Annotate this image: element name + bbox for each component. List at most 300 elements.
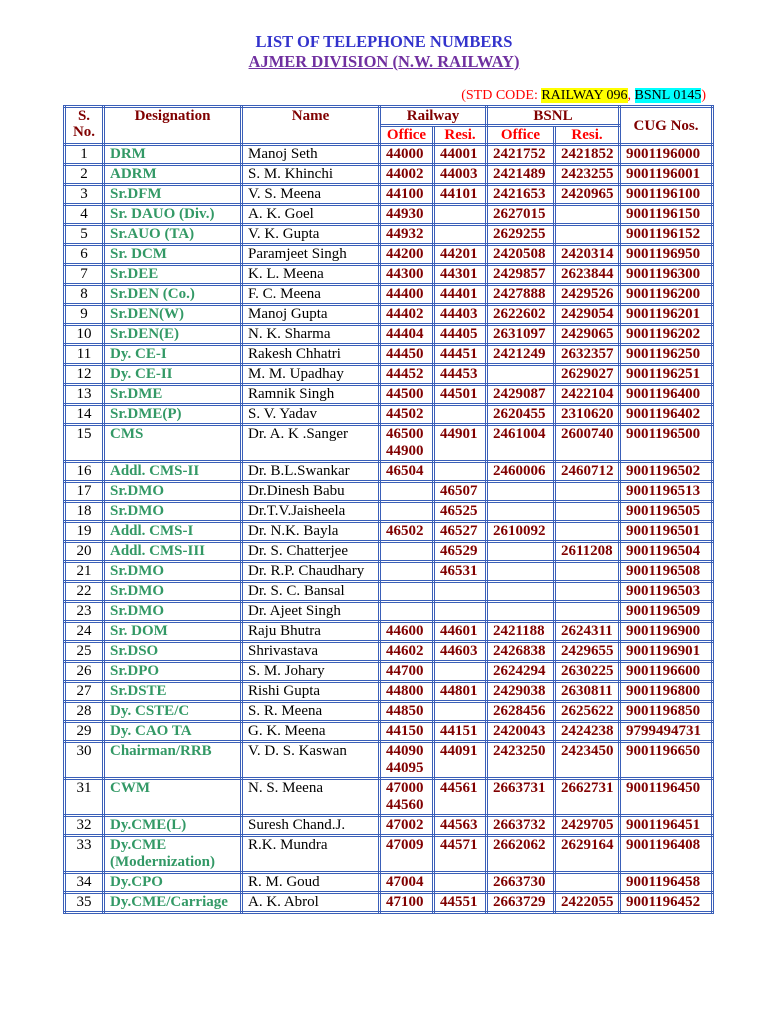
- cell-bsnl-resi: 2422104: [555, 385, 620, 405]
- cell-bsnl-office: 2420508: [487, 245, 555, 265]
- cell-railway-office: [380, 225, 434, 245]
- cell-sno: 20: [65, 542, 104, 562]
- cell-railway-resi: [434, 205, 487, 225]
- cell-name: Paramjeet Singh: [242, 245, 380, 265]
- cell-railway-office: [380, 165, 434, 185]
- cell-sno: 26: [65, 662, 104, 682]
- cell-bsnl-resi: [555, 562, 620, 582]
- cell-railway-office: [380, 602, 434, 622]
- cell-railway-resi: 44101: [434, 185, 487, 205]
- header-railway-office: Office: [380, 126, 434, 145]
- cell-cug: 9001196502: [620, 462, 713, 482]
- cell-bsnl-office: 2663731: [487, 779, 555, 816]
- phone-number: 44602: [386, 643, 424, 659]
- cell-bsnl-office: 2461004: [487, 425, 555, 462]
- cell-railway-office: [380, 205, 434, 225]
- cell-name: R.K. Mundra: [242, 836, 380, 873]
- cell-name: V. D. S. Kaswan: [242, 742, 380, 779]
- cell-name: Dr. A. K .Sanger: [242, 425, 380, 462]
- header-sno: S. No.: [65, 107, 104, 145]
- table-row: [65, 779, 713, 816]
- table-row: [65, 305, 713, 325]
- cell-cug: 9001196200: [620, 285, 713, 305]
- cell-railway-resi: [434, 702, 487, 722]
- std-code-railway: RAILWAY 096: [541, 88, 628, 103]
- cell-railway-office: [380, 425, 434, 462]
- cell-railway-office: [380, 265, 434, 285]
- cell-railway-office: [380, 482, 434, 502]
- cell-cug: 9001196450: [620, 779, 713, 816]
- cell-railway-resi: [434, 225, 487, 245]
- cell-sno: 30: [65, 742, 104, 779]
- cell-bsnl-resi: [555, 205, 620, 225]
- table-row: [65, 562, 713, 582]
- cell-name: S. M. Johary: [242, 662, 380, 682]
- cell-railway-resi: 46525: [434, 502, 487, 522]
- cell-bsnl-resi: 2630811: [555, 682, 620, 702]
- cell-designation: CWM: [104, 779, 242, 816]
- cell-cug: 9001196152: [620, 225, 713, 245]
- cell-railway-office: [380, 893, 434, 913]
- cell-sno: 23: [65, 602, 104, 622]
- cell-designation: ADRM: [104, 165, 242, 185]
- cell-name: A. K. Abrol: [242, 893, 380, 913]
- cell-sno: 13: [65, 385, 104, 405]
- cell-bsnl-office: 2663729: [487, 893, 555, 913]
- cell-bsnl-office: [487, 482, 555, 502]
- cell-bsnl-office: [487, 542, 555, 562]
- cell-designation: Addl. CMS-III: [104, 542, 242, 562]
- cell-railway-resi: [434, 602, 487, 622]
- cell-bsnl-resi: 2632357: [555, 345, 620, 365]
- cell-railway-resi: 44561: [434, 779, 487, 816]
- table-row: [65, 582, 713, 602]
- cell-railway-office: [380, 345, 434, 365]
- cell-cug: 9001196508: [620, 562, 713, 582]
- cell-cug: 9001196458: [620, 873, 713, 893]
- cell-bsnl-office: 2429087: [487, 385, 555, 405]
- cell-name: Dr. R.P. Chaudhary: [242, 562, 380, 582]
- cell-railway-office: [380, 305, 434, 325]
- phone-number: 44095: [386, 760, 424, 776]
- cell-railway-office: [380, 779, 434, 816]
- phone-number: 44300: [386, 266, 424, 282]
- table-row: [65, 502, 713, 522]
- cell-cug: 9001196400: [620, 385, 713, 405]
- cell-sno: 2: [65, 165, 104, 185]
- cell-designation: Sr.DME: [104, 385, 242, 405]
- phone-number: 47009: [386, 837, 424, 853]
- cell-sno: 28: [65, 702, 104, 722]
- table-row: [65, 245, 713, 265]
- cell-railway-office: [380, 325, 434, 345]
- cell-railway-office: [380, 285, 434, 305]
- cell-designation: Sr. DCM: [104, 245, 242, 265]
- cell-name: Dr. Ajeet Singh: [242, 602, 380, 622]
- cell-name: Dr. S. C. Bansal: [242, 582, 380, 602]
- cell-sno: 19: [65, 522, 104, 542]
- cell-railway-resi: 46527: [434, 522, 487, 542]
- table-row: [65, 425, 713, 462]
- table-row: [65, 385, 713, 405]
- header-name: Name: [242, 107, 380, 145]
- cell-cug: 9001196504: [620, 542, 713, 562]
- cell-railway-resi: [434, 405, 487, 425]
- cell-bsnl-office: 2429857: [487, 265, 555, 285]
- cell-bsnl-resi: 2624311: [555, 622, 620, 642]
- cell-bsnl-resi: 2429705: [555, 816, 620, 836]
- cell-sno: 11: [65, 345, 104, 365]
- cell-bsnl-resi: [555, 873, 620, 893]
- cell-name: G. K. Meena: [242, 722, 380, 742]
- table-row: [65, 742, 713, 779]
- cell-railway-office: [380, 682, 434, 702]
- cell-name: S. M. Khinchi: [242, 165, 380, 185]
- phone-number: 44452: [386, 366, 424, 382]
- cell-bsnl-office: 2620455: [487, 405, 555, 425]
- phone-number: 44800: [386, 683, 424, 699]
- cell-name: Rakesh Chhatri: [242, 345, 380, 365]
- phone-number: 44002: [386, 166, 424, 182]
- cell-railway-office: [380, 542, 434, 562]
- phone-number: 44000: [386, 146, 424, 162]
- cell-railway-office: [380, 836, 434, 873]
- cell-bsnl-office: 2426838: [487, 642, 555, 662]
- cell-railway-resi: 44603: [434, 642, 487, 662]
- cell-railway-office: [380, 462, 434, 482]
- cell-designation: Sr. DAUO (Div.): [104, 205, 242, 225]
- cell-name: Dr.Dinesh Babu: [242, 482, 380, 502]
- phone-number: 44404: [386, 326, 424, 342]
- cell-cug: 9001196452: [620, 893, 713, 913]
- cell-cug: 9001196505: [620, 502, 713, 522]
- cell-bsnl-resi: 2423255: [555, 165, 620, 185]
- cell-railway-resi: 44571: [434, 836, 487, 873]
- header-bsnl-resi: Resi.: [555, 126, 620, 145]
- cell-bsnl-resi: 2625622: [555, 702, 620, 722]
- table-row: [65, 642, 713, 662]
- cell-bsnl-resi: 2600740: [555, 425, 620, 462]
- header-bsnl-office: Office: [487, 126, 555, 145]
- cell-name: Shrivastava: [242, 642, 380, 662]
- cell-railway-office: [380, 502, 434, 522]
- cell-railway-resi: 44563: [434, 816, 487, 836]
- cell-designation: Chairman/RRB: [104, 742, 242, 779]
- cell-designation: Dy.CME (Modernization): [104, 836, 242, 873]
- cell-cug: 9001196251: [620, 365, 713, 385]
- cell-railway-resi: [434, 662, 487, 682]
- cell-bsnl-office: [487, 602, 555, 622]
- cell-designation: Sr.DMO: [104, 602, 242, 622]
- cell-designation: Sr.DME(P): [104, 405, 242, 425]
- cell-designation: Dy. CAO TA: [104, 722, 242, 742]
- cell-cug: 9001196300: [620, 265, 713, 285]
- table-row: [65, 722, 713, 742]
- cell-sno: 7: [65, 265, 104, 285]
- cell-railway-resi: 44551: [434, 893, 487, 913]
- phone-number: 44450: [386, 346, 424, 362]
- cell-name: F. C. Meena: [242, 285, 380, 305]
- phone-number: 44930: [386, 206, 424, 222]
- cell-railway-resi: 44201: [434, 245, 487, 265]
- cell-cug: 9001196513: [620, 482, 713, 502]
- cell-bsnl-resi: 2662731: [555, 779, 620, 816]
- table-row: [65, 542, 713, 562]
- cell-cug: 9001196600: [620, 662, 713, 682]
- table-row: [65, 816, 713, 836]
- cell-cug: 9001196950: [620, 245, 713, 265]
- table-header-row: [65, 107, 713, 126]
- cell-railway-resi: 44601: [434, 622, 487, 642]
- std-code-bsnl: BSNL 0145: [634, 88, 702, 103]
- cell-bsnl-resi: [555, 502, 620, 522]
- document-subtitle-wrap: [0, 53, 768, 71]
- phone-number: 44502: [386, 406, 424, 422]
- cell-designation: Sr.DMO: [104, 582, 242, 602]
- cell-railway-office: [380, 245, 434, 265]
- cell-bsnl-resi: [555, 602, 620, 622]
- cell-name: K. L. Meena: [242, 265, 380, 285]
- cell-railway-resi: 44151: [434, 722, 487, 742]
- cell-railway-resi: 46507: [434, 482, 487, 502]
- cell-bsnl-office: 2663730: [487, 873, 555, 893]
- cell-bsnl-resi: 2611208: [555, 542, 620, 562]
- cell-designation: Sr.DMO: [104, 482, 242, 502]
- cell-cug: 9001196250: [620, 345, 713, 365]
- cell-sno: 15: [65, 425, 104, 462]
- phone-number: 44700: [386, 663, 424, 679]
- phone-number: 44100: [386, 186, 424, 202]
- table-row: [65, 365, 713, 385]
- cell-sno: 3: [65, 185, 104, 205]
- cell-cug: 9001196900: [620, 622, 713, 642]
- cell-designation: Dy. CSTE/C: [104, 702, 242, 722]
- cell-bsnl-resi: 2422055: [555, 893, 620, 913]
- cell-bsnl-office: [487, 582, 555, 602]
- phone-number: 44600: [386, 623, 424, 639]
- cell-bsnl-resi: 2429065: [555, 325, 620, 345]
- cell-railway-resi: 44003: [434, 165, 487, 185]
- cell-sno: 16: [65, 462, 104, 482]
- phone-table-body: [65, 145, 713, 913]
- cell-name: V. K. Gupta: [242, 225, 380, 245]
- cell-railway-resi: 44301: [434, 265, 487, 285]
- phone-number: 44560: [386, 797, 424, 813]
- cell-sno: 31: [65, 779, 104, 816]
- cell-bsnl-resi: [555, 482, 620, 502]
- phone-number: 47002: [386, 817, 424, 833]
- cell-bsnl-office: 2628456: [487, 702, 555, 722]
- cell-sno: 4: [65, 205, 104, 225]
- cell-railway-resi: [434, 462, 487, 482]
- table-row: [65, 893, 713, 913]
- cell-bsnl-resi: 2429526: [555, 285, 620, 305]
- cell-bsnl-office: 2624294: [487, 662, 555, 682]
- cell-bsnl-office: 2610092: [487, 522, 555, 542]
- cell-bsnl-resi: 2623844: [555, 265, 620, 285]
- cell-railway-resi: 44501: [434, 385, 487, 405]
- cell-name: S. R. Meena: [242, 702, 380, 722]
- cell-name: M. M. Upadhay: [242, 365, 380, 385]
- cell-designation: Dy.CME/Carriage: [104, 893, 242, 913]
- cell-sno: 25: [65, 642, 104, 662]
- cell-sno: 22: [65, 582, 104, 602]
- cell-railway-resi: 46531: [434, 562, 487, 582]
- cell-railway-office: [380, 385, 434, 405]
- cell-railway-resi: 44901: [434, 425, 487, 462]
- phone-number: 44900: [386, 443, 424, 459]
- cell-name: S. V. Yadav: [242, 405, 380, 425]
- cell-sno: 29: [65, 722, 104, 742]
- cell-designation: Sr.DSTE: [104, 682, 242, 702]
- cell-bsnl-office: 2627015: [487, 205, 555, 225]
- cell-designation: Sr.AUO (TA): [104, 225, 242, 245]
- cell-railway-office: [380, 582, 434, 602]
- phone-number: 46500: [386, 426, 424, 442]
- cell-cug: 9001196000: [620, 145, 713, 165]
- cell-railway-resi: 44801: [434, 682, 487, 702]
- telephone-table: [63, 105, 714, 914]
- header-railway: Railway: [380, 107, 487, 126]
- cell-designation: Dy.CME(L): [104, 816, 242, 836]
- cell-sno: 1: [65, 145, 104, 165]
- cell-cug: 9001196901: [620, 642, 713, 662]
- std-code-close: ): [701, 88, 706, 103]
- cell-railway-resi: 44401: [434, 285, 487, 305]
- cell-railway-resi: 44403: [434, 305, 487, 325]
- table-row: [65, 522, 713, 542]
- cell-sno: 34: [65, 873, 104, 893]
- cell-sno: 32: [65, 816, 104, 836]
- header-railway-resi: Resi.: [434, 126, 487, 145]
- cell-sno: 5: [65, 225, 104, 245]
- cell-bsnl-resi: 2423450: [555, 742, 620, 779]
- cell-railway-resi: 44451: [434, 345, 487, 365]
- cell-designation: Dy. CE-II: [104, 365, 242, 385]
- cell-railway-resi: 44405: [434, 325, 487, 345]
- cell-designation: Sr.DMO: [104, 502, 242, 522]
- phone-number: 46504: [386, 463, 424, 479]
- cell-bsnl-office: 2622602: [487, 305, 555, 325]
- cell-designation: Sr.DEN(E): [104, 325, 242, 345]
- cell-railway-office: [380, 816, 434, 836]
- phone-number: 44150: [386, 723, 424, 739]
- cell-bsnl-resi: 2429054: [555, 305, 620, 325]
- cell-name: Rishi Gupta: [242, 682, 380, 702]
- std-code-separator: ,: [627, 88, 635, 103]
- cell-designation: Sr.DEN (Co.): [104, 285, 242, 305]
- table-row: [65, 325, 713, 345]
- phone-number: 47000: [386, 780, 424, 796]
- cell-railway-office: [380, 702, 434, 722]
- table-row: [65, 462, 713, 482]
- cell-name: Suresh Chand.J.: [242, 816, 380, 836]
- cell-cug: 9001196451: [620, 816, 713, 836]
- table-row: [65, 165, 713, 185]
- cell-bsnl-resi: 2421852: [555, 145, 620, 165]
- cell-sno: 21: [65, 562, 104, 582]
- cell-bsnl-office: [487, 502, 555, 522]
- cell-sno: 24: [65, 622, 104, 642]
- cell-designation: Sr.DSO: [104, 642, 242, 662]
- cell-name: Dr. B.L.Swankar: [242, 462, 380, 482]
- cell-designation: Addl. CMS-I: [104, 522, 242, 542]
- cell-sno: 12: [65, 365, 104, 385]
- cell-railway-office: [380, 405, 434, 425]
- std-code-line: [461, 88, 706, 104]
- cell-sno: 27: [65, 682, 104, 702]
- cell-name: Manoj Seth: [242, 145, 380, 165]
- cell-bsnl-resi: 2420314: [555, 245, 620, 265]
- cell-name: N. K. Sharma: [242, 325, 380, 345]
- cell-name: Manoj Gupta: [242, 305, 380, 325]
- std-code-open: (: [461, 88, 466, 103]
- cell-railway-office: [380, 562, 434, 582]
- table-row: [65, 145, 713, 165]
- cell-cug: 9001196150: [620, 205, 713, 225]
- cell-bsnl-office: 2663732: [487, 816, 555, 836]
- cell-bsnl-office: 2631097: [487, 325, 555, 345]
- phone-number: 44200: [386, 246, 424, 262]
- phone-number: 46502: [386, 523, 424, 539]
- table-row: [65, 682, 713, 702]
- cell-name: V. S. Meena: [242, 185, 380, 205]
- phone-number: 44850: [386, 703, 424, 719]
- cell-railway-office: [380, 522, 434, 542]
- cell-cug: 9001196408: [620, 836, 713, 873]
- cell-bsnl-resi: [555, 522, 620, 542]
- cell-designation: Dy.CPO: [104, 873, 242, 893]
- cell-bsnl-resi: 2629164: [555, 836, 620, 873]
- table-row: [65, 285, 713, 305]
- table-row: [65, 225, 713, 245]
- cell-cug: 9001196500: [620, 425, 713, 462]
- cell-sno: 17: [65, 482, 104, 502]
- cell-name: Dr.T.V.Jaisheela: [242, 502, 380, 522]
- cell-designation: Sr.DEE: [104, 265, 242, 285]
- document-title: LIST OF TELEPHONE NUMBERS: [255, 32, 513, 51]
- cell-bsnl-resi: 2630225: [555, 662, 620, 682]
- cell-railway-resi: 46529: [434, 542, 487, 562]
- cell-designation: Sr. DOM: [104, 622, 242, 642]
- phone-number: 47100: [386, 894, 424, 910]
- cell-designation: CMS: [104, 425, 242, 462]
- cell-railway-office: [380, 185, 434, 205]
- cell-bsnl-office: 2421188: [487, 622, 555, 642]
- phone-number: 44400: [386, 286, 424, 302]
- cell-bsnl-office: 2427888: [487, 285, 555, 305]
- cell-bsnl-resi: [555, 225, 620, 245]
- table-row: [65, 345, 713, 365]
- cell-railway-office: [380, 642, 434, 662]
- table-row: [65, 622, 713, 642]
- cell-name: Dr. S. Chatterjee: [242, 542, 380, 562]
- cell-bsnl-resi: 2420965: [555, 185, 620, 205]
- cell-bsnl-office: 2629255: [487, 225, 555, 245]
- table-row: [65, 836, 713, 873]
- cell-cug: 9001196100: [620, 185, 713, 205]
- cell-sno: 8: [65, 285, 104, 305]
- cell-sno: 35: [65, 893, 104, 913]
- cell-bsnl-office: 2421249: [487, 345, 555, 365]
- cell-bsnl-office: 2429038: [487, 682, 555, 702]
- cell-name: Raju Bhutra: [242, 622, 380, 642]
- cell-bsnl-resi: 2310620: [555, 405, 620, 425]
- cell-bsnl-office: [487, 365, 555, 385]
- std-code-label: STD CODE:: [465, 88, 542, 103]
- cell-railway-resi: 44453: [434, 365, 487, 385]
- cell-cug: 9799494731: [620, 722, 713, 742]
